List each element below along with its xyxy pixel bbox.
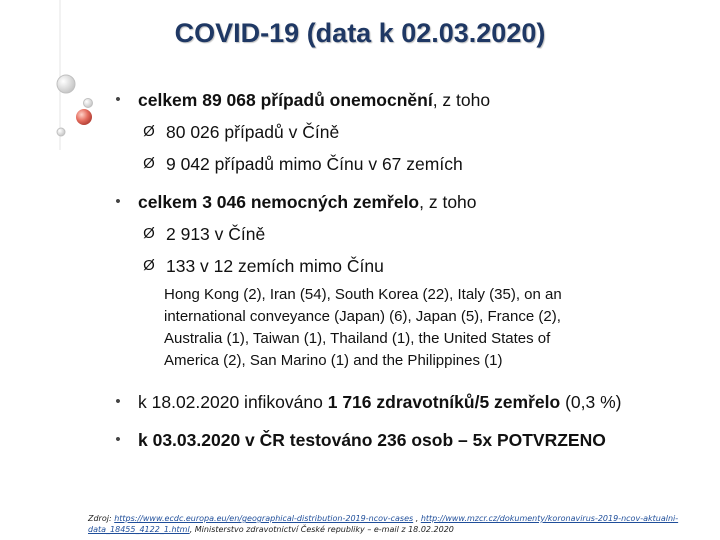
sub-bullet-outside-deaths — [108, 254, 708, 278]
detail-line: international conveyance (Japan) (6), Japan (5), France (2), — [164, 308, 561, 325]
bullet-total-cases-bold: celkem 89 068 případů onemocnění — [138, 90, 433, 110]
source-suffix: , Ministerstvo zdravotnictví České republiky – e-mail z 18.02.2020 — [189, 525, 454, 534]
deaths-by-country-detail — [164, 284, 664, 372]
sub-bullet-arrow-icon: Ø — [143, 225, 155, 242]
sub-bullet-text: 2 913 v Číně — [166, 224, 266, 244]
bullet-health-workers — [108, 390, 708, 414]
source-footnote — [88, 513, 708, 535]
detail-line: Hong Kong (2), Iran (54), South Korea (22), Italy (35), on an — [164, 286, 562, 303]
sub-bullet-arrow-icon: Ø — [143, 257, 155, 274]
bullet-health-workers-bold: 1 716 zdravotníků/5 zemřelo — [327, 392, 561, 412]
source-link-ecdc[interactable]: https://www.ecdc.europa.eu/en/geographical-distribution-2019-ncov-cases — [114, 514, 414, 523]
source-link-mzcr[interactable]: http://www.mzcr.cz/dokumenty/koronavirus-2019-ncov-aktualni-data_18455_4122_1.html — [88, 514, 679, 534]
bullet-total-cases-rest: , z toho — [432, 90, 491, 110]
bullet-dot-icon: • — [115, 431, 121, 448]
bullet-dot-icon: • — [115, 91, 121, 108]
bullet-total-deaths — [108, 190, 708, 214]
sub-bullet-china-cases — [108, 120, 708, 144]
sub-bullet-text: 80 026 případů v Číně — [166, 122, 340, 142]
sub-bullet-china-deaths — [108, 222, 708, 246]
bullet-czech-tests — [108, 428, 708, 452]
bullet-total-cases — [108, 88, 708, 112]
sub-bullet-outside-cases — [108, 152, 708, 176]
source-prefix: Zdroj: — [88, 514, 115, 523]
bullet-dot-icon: • — [115, 193, 121, 210]
detail-line: Australia (1), Taiwan (1), Thailand (1), the United States of — [164, 330, 551, 347]
slide-title: COVID-19 (data k 02.03.2020) — [174, 18, 546, 48]
bullet-total-deaths-rest: , z toho — [419, 192, 477, 212]
sub-bullet-arrow-icon: Ø — [143, 155, 155, 172]
sub-bullet-text: 9 042 případů mimo Čínu v 67 zemích — [166, 154, 463, 174]
sub-bullet-text: 133 v 12 zemích mimo Čínu — [166, 256, 384, 276]
source-separator: , — [413, 514, 421, 523]
bullet-czech-tests-bold: k 03.03.2020 v ČR testováno 236 osob – 5x POTVRZENO — [138, 430, 606, 450]
bullet-total-deaths-bold: celkem 3 046 nemocných zemřelo — [138, 192, 420, 212]
bullet-health-workers-pre: k 18.02.2020 infikováno — [138, 392, 328, 412]
bullet-list — [108, 88, 708, 452]
sub-bullet-arrow-icon: Ø — [143, 123, 155, 140]
bullet-health-workers-post: (0,3 %) — [560, 392, 622, 412]
detail-line: America (2), San Marino (1) and the Philippines (1) — [164, 352, 503, 369]
bullet-dot-icon: • — [115, 393, 121, 410]
